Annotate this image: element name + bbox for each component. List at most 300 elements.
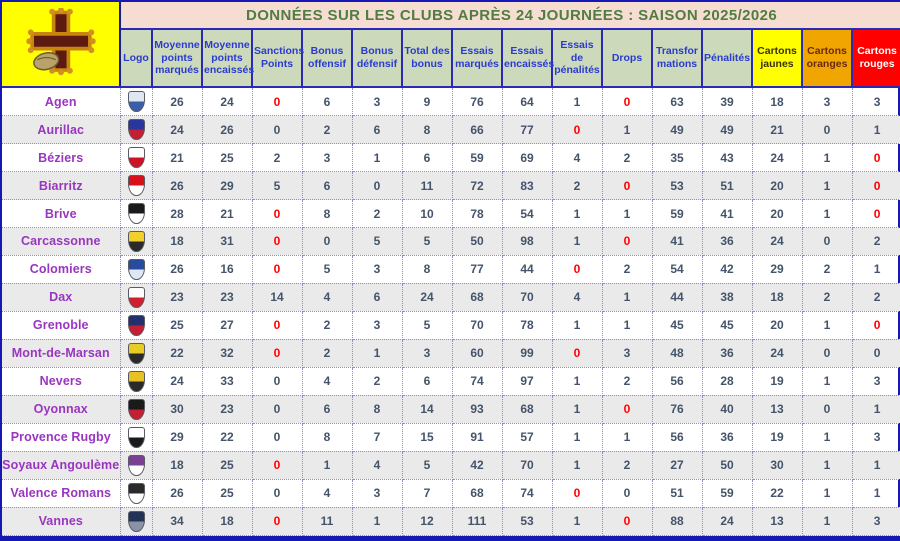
stat-cell: 0	[252, 507, 302, 535]
stat-cell: 24	[402, 283, 452, 311]
table-row	[2, 87, 900, 116]
stat-cell: 0	[852, 144, 900, 172]
stat-cell: 76	[652, 395, 702, 423]
stat-cell: 36	[702, 423, 752, 451]
occitan-cross-icon	[23, 8, 99, 76]
stat-cell: 2	[852, 228, 900, 256]
stat-cell: 1	[552, 87, 602, 116]
stat-cell: 22	[202, 423, 252, 451]
club-stats-table	[2, 2, 900, 536]
stat-cell: 2	[302, 311, 352, 339]
stat-cell: 51	[702, 172, 752, 200]
stat-cell: 2	[552, 172, 602, 200]
stat-cell: 1	[552, 200, 602, 228]
stat-cell: 72	[452, 172, 502, 200]
stat-cell: 4	[302, 479, 352, 507]
stat-cell: 26	[152, 255, 202, 283]
stat-cell: 5	[352, 228, 402, 256]
stat-cell: 1	[302, 451, 352, 479]
club-name: Agen	[2, 87, 120, 116]
stat-cell: 0	[552, 255, 602, 283]
stat-cell: 98	[502, 228, 552, 256]
club-logo-icon	[120, 172, 152, 200]
stat-cell: 1	[802, 423, 852, 451]
stat-cell: 2	[602, 144, 652, 172]
stat-cell: 8	[352, 395, 402, 423]
stat-cell: 0	[852, 311, 900, 339]
stat-cell: 4	[352, 451, 402, 479]
stat-cell: 0	[602, 87, 652, 116]
stat-cell: 0	[852, 339, 900, 367]
stat-cell: 1	[802, 172, 852, 200]
stat-cell: 3	[852, 87, 900, 116]
stat-cell: 1	[552, 395, 602, 423]
club-logo-icon	[120, 339, 152, 367]
stat-cell: 4	[302, 367, 352, 395]
stat-cell: 20	[752, 172, 802, 200]
stat-cell: 76	[452, 87, 502, 116]
club-name: Dax	[2, 283, 120, 311]
stat-cell: 0	[852, 172, 900, 200]
stat-cell: 24	[752, 144, 802, 172]
stat-cell: 14	[252, 283, 302, 311]
stat-cell: 64	[502, 87, 552, 116]
stat-cell: 8	[302, 200, 352, 228]
biarritz-crest-icon	[128, 175, 145, 196]
stat-cell: 1	[602, 311, 652, 339]
club-logo-icon	[120, 283, 152, 311]
stat-cell: 21	[202, 200, 252, 228]
stat-cell: 78	[452, 200, 502, 228]
stat-cell: 1	[602, 423, 652, 451]
column-header-essais-encaisses: Essais encaissés	[502, 29, 552, 87]
stat-cell: 1	[852, 395, 900, 423]
club-logo-icon	[120, 144, 152, 172]
stat-cell: 1	[802, 507, 852, 535]
stat-cell: 0	[252, 367, 302, 395]
colomiers-crest-icon	[128, 259, 145, 280]
column-header-moyenne-points-encaisses: Moyenne points encaissés	[202, 29, 252, 87]
club-logo-icon	[120, 200, 152, 228]
stat-cell: 6	[402, 367, 452, 395]
beziers-crest-icon	[128, 147, 145, 168]
club-logo-icon	[120, 311, 152, 339]
stat-cell: 23	[202, 283, 252, 311]
stat-cell: 33	[202, 367, 252, 395]
stat-cell: 31	[202, 228, 252, 256]
stat-cell: 18	[152, 228, 202, 256]
stat-cell: 8	[302, 423, 352, 451]
stat-cell: 2	[302, 116, 352, 144]
column-header-row	[2, 29, 900, 87]
stat-cell: 29	[152, 423, 202, 451]
stat-cell: 48	[652, 339, 702, 367]
stat-cell: 74	[452, 367, 502, 395]
stat-cell: 2	[802, 283, 852, 311]
stat-cell: 1	[602, 116, 652, 144]
stat-cell: 24	[152, 116, 202, 144]
stat-cell: 15	[402, 423, 452, 451]
column-header-logo: Logo	[120, 29, 152, 87]
stat-cell: 53	[652, 172, 702, 200]
stat-cell: 57	[502, 423, 552, 451]
stat-cell: 36	[702, 339, 752, 367]
club-name: Oyonnax	[2, 395, 120, 423]
stat-cell: 28	[702, 367, 752, 395]
stat-cell: 88	[652, 507, 702, 535]
stat-cell: 30	[752, 451, 802, 479]
stat-cell: 45	[652, 311, 702, 339]
stat-cell: 1	[802, 367, 852, 395]
stat-cell: 23	[202, 395, 252, 423]
stat-cell: 38	[702, 283, 752, 311]
stat-cell: 3	[302, 144, 352, 172]
stat-cell: 1	[802, 451, 852, 479]
stat-cell: 1	[552, 367, 602, 395]
stat-cell: 40	[702, 395, 752, 423]
dax-crest-icon	[128, 287, 145, 308]
stat-cell: 25	[152, 311, 202, 339]
club-name: Carcassonne	[2, 228, 120, 256]
stat-cell: 21	[752, 116, 802, 144]
stat-cell: 12	[402, 507, 452, 535]
table-row	[2, 395, 900, 423]
stat-cell: 0	[252, 200, 302, 228]
stat-cell: 77	[502, 116, 552, 144]
stat-cell: 2	[602, 255, 652, 283]
stat-cell: 3	[852, 367, 900, 395]
stat-cell: 16	[202, 255, 252, 283]
stat-cell: 2	[602, 451, 652, 479]
stat-cell: 49	[652, 116, 702, 144]
stat-cell: 51	[652, 479, 702, 507]
column-header-bonus-offensif: Bonus offensif	[302, 29, 352, 87]
stat-cell: 24	[752, 228, 802, 256]
stat-cell: 1	[852, 479, 900, 507]
stat-cell: 21	[152, 144, 202, 172]
stat-cell: 3	[852, 423, 900, 451]
stat-cell: 2	[602, 367, 652, 395]
club-name: Soyaux Angoulème	[2, 451, 120, 479]
stat-cell: 0	[252, 116, 302, 144]
stat-cell: 24	[702, 507, 752, 535]
stat-cell: 6	[352, 283, 402, 311]
stat-cell: 1	[552, 311, 602, 339]
provence-rugby-crest-icon	[128, 427, 145, 448]
nevers-crest-icon	[128, 371, 145, 392]
stat-cell: 29	[202, 172, 252, 200]
stat-cell: 1	[352, 507, 402, 535]
stat-cell: 50	[452, 228, 502, 256]
stat-cell: 53	[502, 507, 552, 535]
stat-cell: 0	[252, 395, 302, 423]
table-row	[2, 144, 900, 172]
table-row	[2, 200, 900, 228]
club-name: Provence Rugby	[2, 423, 120, 451]
stat-cell: 7	[402, 479, 452, 507]
stat-cell: 3	[352, 87, 402, 116]
stat-cell: 66	[452, 116, 502, 144]
stat-cell: 0	[602, 172, 652, 200]
club-logo-icon	[120, 367, 152, 395]
stat-cell: 59	[702, 479, 752, 507]
stat-cell: 20	[752, 200, 802, 228]
stat-cell: 2	[852, 283, 900, 311]
stat-cell: 18	[202, 507, 252, 535]
table-row	[2, 172, 900, 200]
stat-cell: 2	[352, 200, 402, 228]
stat-cell: 7	[352, 423, 402, 451]
table-row	[2, 116, 900, 144]
club-name: Aurillac	[2, 116, 120, 144]
stat-cell: 0	[802, 116, 852, 144]
stat-cell: 42	[702, 255, 752, 283]
stat-cell: 1	[802, 479, 852, 507]
stat-cell: 3	[352, 255, 402, 283]
stat-cell: 0	[252, 451, 302, 479]
stat-cell: 4	[552, 144, 602, 172]
stat-cell: 25	[202, 479, 252, 507]
stat-cell: 22	[152, 339, 202, 367]
stat-cell: 0	[252, 479, 302, 507]
stat-cell: 0	[602, 228, 652, 256]
club-name: Béziers	[2, 144, 120, 172]
stat-cell: 28	[152, 200, 202, 228]
stat-cell: 91	[452, 423, 502, 451]
stat-cell: 0	[802, 339, 852, 367]
stat-cell: 6	[402, 144, 452, 172]
stat-cell: 3	[852, 507, 900, 535]
stat-cell: 34	[152, 507, 202, 535]
soyaux-angouleme-crest-icon	[128, 455, 145, 476]
column-header-transfor-mations: Transfor mations	[652, 29, 702, 87]
stat-cell: 18	[752, 87, 802, 116]
club-logo-icon	[120, 228, 152, 256]
club-logo-icon	[120, 116, 152, 144]
stat-cell: 0	[552, 116, 602, 144]
stat-cell: 14	[402, 395, 452, 423]
stat-cell: 1	[802, 311, 852, 339]
stat-cell: 54	[652, 255, 702, 283]
club-rows	[2, 87, 900, 536]
stat-cell: 0	[602, 479, 652, 507]
stat-cell: 0	[252, 423, 302, 451]
stat-cell: 44	[652, 283, 702, 311]
stat-cell: 93	[452, 395, 502, 423]
stat-cell: 25	[202, 451, 252, 479]
stat-cell: 19	[752, 423, 802, 451]
stat-cell: 0	[802, 228, 852, 256]
stat-cell: 54	[502, 200, 552, 228]
stat-cell: 1	[602, 283, 652, 311]
stat-cell: 8	[402, 255, 452, 283]
column-header-essais-marques: Essais marqués	[452, 29, 502, 87]
stat-cell: 9	[402, 87, 452, 116]
stat-cell: 70	[502, 451, 552, 479]
stat-cell: 0	[602, 507, 652, 535]
table-row	[2, 507, 900, 535]
stat-cell: 24	[202, 87, 252, 116]
stat-cell: 83	[502, 172, 552, 200]
carcassonne-crest-icon	[128, 231, 145, 252]
stat-cell: 1	[552, 228, 602, 256]
stat-cell: 0	[252, 87, 302, 116]
stat-cell: 20	[752, 311, 802, 339]
stat-cell: 60	[452, 339, 502, 367]
vannes-crest-icon	[128, 511, 145, 532]
column-header-cartons-jaunes: Cartons jaunes	[752, 29, 802, 87]
table-row	[2, 479, 900, 507]
stat-cell: 68	[452, 283, 502, 311]
stat-cell: 78	[502, 311, 552, 339]
stat-cell: 26	[152, 479, 202, 507]
club-name: Colomiers	[2, 255, 120, 283]
stat-cell: 0	[352, 172, 402, 200]
stat-cell: 111	[452, 507, 502, 535]
stat-cell: 26	[202, 116, 252, 144]
stat-cell: 41	[702, 200, 752, 228]
stat-cell: 26	[152, 87, 202, 116]
column-header-moyenne-points-marques: Moyenne points marqués	[152, 29, 202, 87]
stat-cell: 5	[402, 451, 452, 479]
brive-crest-icon	[128, 203, 145, 224]
column-header-cartons-oranges: Cartons oranges	[802, 29, 852, 87]
stat-cell: 5	[402, 228, 452, 256]
club-name: Nevers	[2, 367, 120, 395]
stat-cell: 1	[552, 507, 602, 535]
table-row	[2, 255, 900, 283]
column-header-cartons-rouges: Cartons rouges	[852, 29, 900, 87]
stat-cell: 3	[402, 339, 452, 367]
stat-cell: 77	[452, 255, 502, 283]
stat-cell: 1	[352, 144, 402, 172]
stat-cell: 24	[152, 367, 202, 395]
stat-cell: 5	[302, 255, 352, 283]
column-header-penalites: Pénalités	[702, 29, 752, 87]
stat-cell: 0	[302, 228, 352, 256]
column-header-drops: Drops	[602, 29, 652, 87]
club-name: Valence Romans	[2, 479, 120, 507]
stat-cell: 1	[852, 451, 900, 479]
table-row	[2, 423, 900, 451]
stat-cell: 50	[702, 451, 752, 479]
stat-cell: 3	[802, 87, 852, 116]
stat-cell: 26	[152, 172, 202, 200]
stat-cell: 32	[202, 339, 252, 367]
club-logo-icon	[120, 479, 152, 507]
stat-cell: 18	[752, 283, 802, 311]
stat-cell: 44	[502, 255, 552, 283]
stat-cell: 99	[502, 339, 552, 367]
club-name: Vannes	[2, 507, 120, 535]
stat-cell: 19	[752, 367, 802, 395]
stat-cell: 4	[552, 283, 602, 311]
stat-cell: 0	[252, 311, 302, 339]
stat-cell: 45	[702, 311, 752, 339]
stat-cell: 2	[802, 255, 852, 283]
stat-cell: 1	[602, 200, 652, 228]
stat-cell: 49	[702, 116, 752, 144]
stat-cell: 0	[252, 255, 302, 283]
aurillac-crest-icon	[128, 119, 145, 140]
table-row	[2, 228, 900, 256]
club-logo-icon	[120, 451, 152, 479]
stat-cell: 41	[652, 228, 702, 256]
stat-cell: 1	[852, 255, 900, 283]
stat-cell: 2	[302, 339, 352, 367]
stat-cell: 35	[652, 144, 702, 172]
stat-cell: 39	[702, 87, 752, 116]
tournament-logo-cell	[2, 2, 120, 87]
stat-cell: 3	[602, 339, 652, 367]
stat-cell: 2	[252, 144, 302, 172]
valence-romans-crest-icon	[128, 483, 145, 504]
stat-cell: 4	[302, 283, 352, 311]
mont-de-marsan-crest-icon	[128, 343, 145, 364]
stat-cell: 0	[602, 395, 652, 423]
grenoble-crest-icon	[128, 315, 145, 336]
stat-cell: 3	[352, 479, 402, 507]
stat-cell: 2	[352, 367, 402, 395]
stat-cell: 0	[252, 228, 302, 256]
column-header-essais-de-penalites: Essais de pénalités	[552, 29, 602, 87]
stat-cell: 68	[452, 479, 502, 507]
stat-cell: 1	[802, 200, 852, 228]
club-logo-icon	[120, 423, 152, 451]
stat-cell: 25	[202, 144, 252, 172]
stat-cell: 56	[652, 423, 702, 451]
page-title: DONNÉES SUR LES CLUBS APRÈS 24 JOURNÉES : SAISON 2025/2026	[120, 2, 900, 29]
stat-cell: 27	[202, 311, 252, 339]
stat-cell: 30	[152, 395, 202, 423]
stat-cell: 10	[402, 200, 452, 228]
stat-cell: 70	[452, 311, 502, 339]
club-logo-icon	[120, 87, 152, 116]
stat-cell: 29	[752, 255, 802, 283]
table-row	[2, 311, 900, 339]
club-name: Mont-de-Marsan	[2, 339, 120, 367]
stat-cell: 5	[252, 172, 302, 200]
stat-cell: 18	[152, 451, 202, 479]
club-name: Brive	[2, 200, 120, 228]
stat-cell: 0	[552, 479, 602, 507]
table-row	[2, 339, 900, 367]
stat-cell: 43	[702, 144, 752, 172]
stat-cell: 11	[402, 172, 452, 200]
column-header-total-des-bonus: Total des bonus	[402, 29, 452, 87]
stat-cell: 22	[752, 479, 802, 507]
stat-cell: 23	[152, 283, 202, 311]
stat-cell: 0	[852, 200, 900, 228]
stat-cell: 63	[652, 87, 702, 116]
stat-cell: 5	[402, 311, 452, 339]
stat-cell: 6	[302, 395, 352, 423]
stat-cell: 6	[352, 116, 402, 144]
club-logo-icon	[120, 507, 152, 535]
club-name: Biarritz	[2, 172, 120, 200]
agen-crest-icon	[128, 91, 145, 112]
stat-cell: 59	[652, 200, 702, 228]
oyonnax-crest-icon	[128, 399, 145, 420]
stat-cell: 13	[752, 507, 802, 535]
stat-cell: 8	[402, 116, 452, 144]
club-name: Grenoble	[2, 311, 120, 339]
stat-cell: 1	[802, 144, 852, 172]
stat-cell: 36	[702, 228, 752, 256]
stat-cell: 0	[802, 395, 852, 423]
stat-cell: 68	[502, 395, 552, 423]
table-row	[2, 451, 900, 479]
